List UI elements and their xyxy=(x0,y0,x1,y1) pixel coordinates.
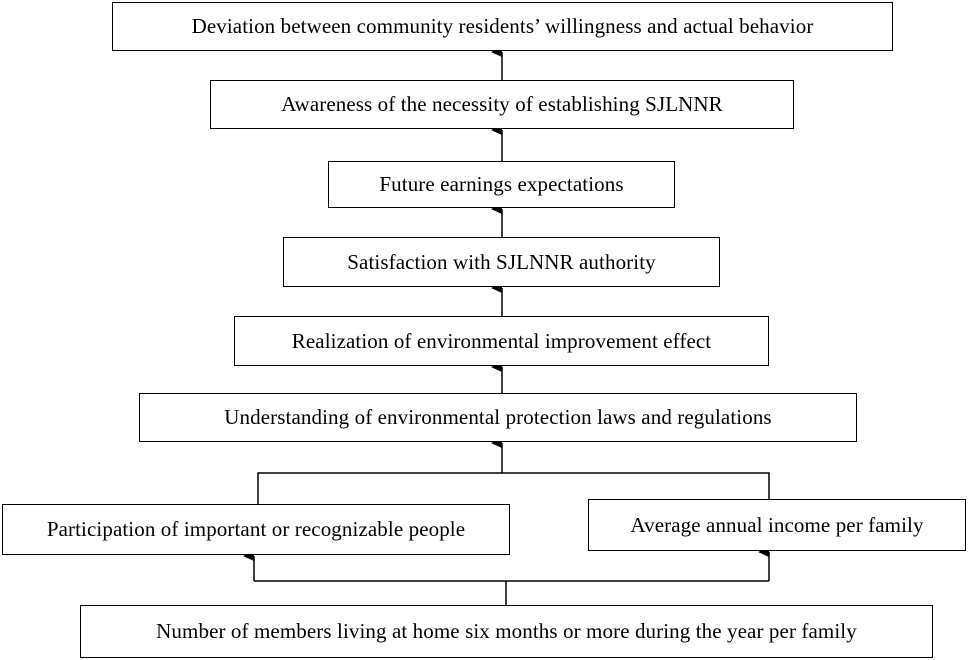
node-income xyxy=(588,499,966,551)
node-satisfaction-label: Satisfaction with SJLNNR authority xyxy=(347,249,656,274)
node-future-earnings-label: Future earnings expectations xyxy=(379,172,624,196)
node-members-label: Number of members living at home six months or more during the year per family xyxy=(156,619,857,643)
connector-income-branch xyxy=(502,473,769,499)
node-realization xyxy=(234,316,769,366)
node-deviation xyxy=(112,2,893,51)
node-members xyxy=(80,605,933,658)
node-deviation-label: Deviation between community residents’ willingness and actual behavior xyxy=(191,14,814,38)
node-participation xyxy=(2,504,510,555)
node-awareness xyxy=(210,80,794,129)
node-realization-label: Realization of environmental improvement effect xyxy=(291,328,712,353)
node-satisfaction xyxy=(283,237,720,287)
node-participation-label: Participation of important or recognizable people xyxy=(46,517,466,541)
node-understanding-label: Understanding of environmental protection laws and regulations xyxy=(224,405,772,429)
node-income-label: Average annual income per family xyxy=(630,512,924,537)
node-future-earnings xyxy=(328,161,675,208)
node-awareness-label: Awareness of the necessity of establishing SJLNNR xyxy=(281,92,723,116)
node-understanding xyxy=(139,393,857,442)
connector-participation-branch xyxy=(258,473,502,504)
